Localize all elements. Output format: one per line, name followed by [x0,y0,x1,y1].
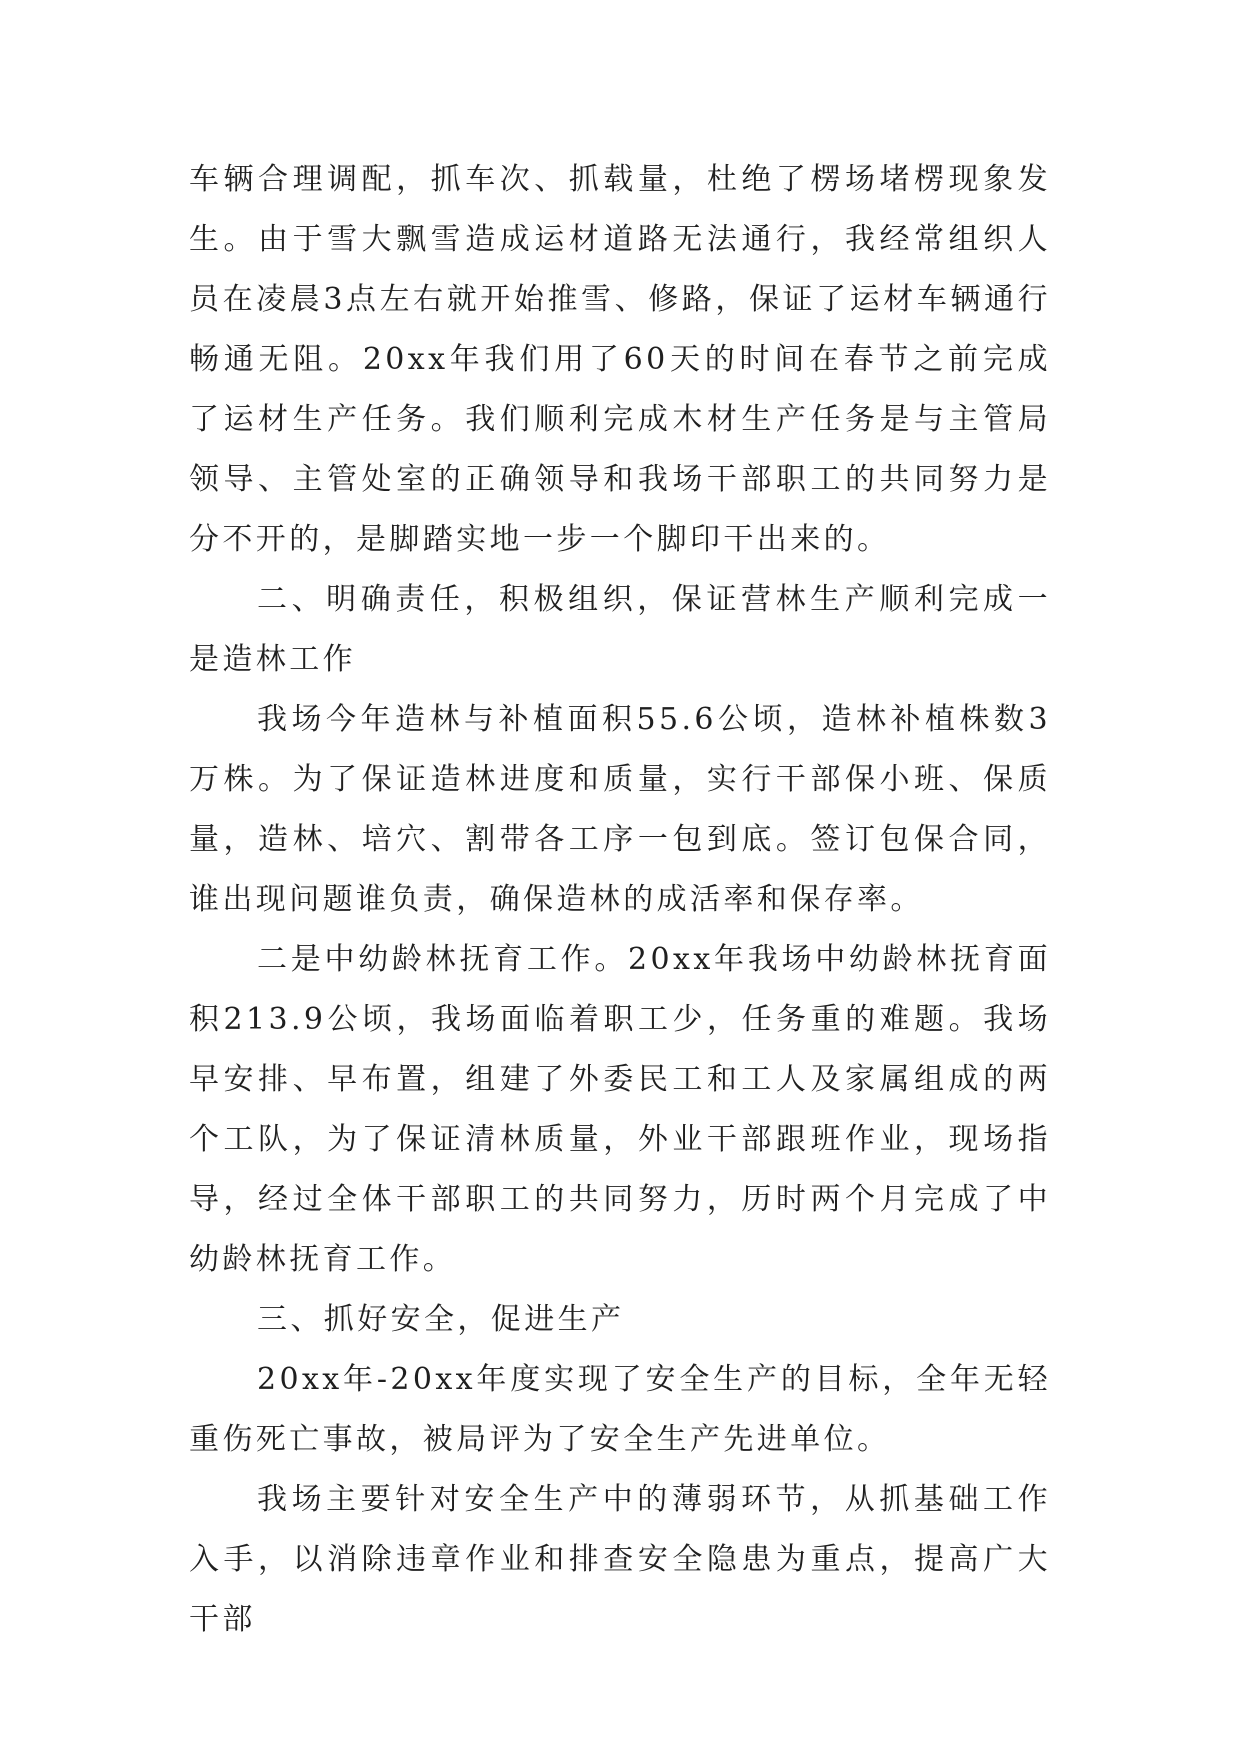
paragraph-continued-transport: 车辆合理调配，抓车次、抓载量，杜绝了楞场堵楞现象发生。由于雪大飘雪造成运材道路无法通行，我经常组织人员在凌晨3点左右就开始推雪、修路，保证了运材车辆通行畅通无阻。20xx年我们用了60天的时间在春节之前完成了运材生产任务。我们顺利完成木材生产任务是与主管局领导、主管处室的正确领导和我场干部职工的共同努力是分不开的，是脚踏实地一步一个脚印干出来的。 [189,162,1051,557]
paragraph-tending: 二是中幼龄林抚育工作。20xx年我场中幼龄林抚育面积213.9公顷，我场面临着职工少，任务重的难题。我场早安排、早布置，组建了外委民工和工人及家属组成的两个工队，为了保证清林质量，外业干部跟班作业，现场指导，经过全体干部职工的共同努力，历时两个月完成了中幼龄林抚育工作。 [189,942,1051,1277]
section-heading-afforestation: 二、明确责任，积极组织，保证营林生产顺利完成一是造林工作 [189,582,1051,677]
paragraph-safety-result: 20xx年-20xx年度实现了安全生产的目标，全年无轻重伤死亡事故，被局评为了安全生产先进单位。 [189,1362,1051,1457]
body-text [189,150,1051,1650]
section-heading-safety: 三、抓好安全，促进生产 [257,1302,625,1337]
paragraph-safety-measures: 我场主要针对安全生产中的薄弱环节，从抓基础工作入手，以消除违章作业和排查安全隐患为重点，提高广大干部 [189,1482,1051,1637]
paragraph-afforestation: 我场今年造林与补植面积55.6公顷，造林补植株数3万株。为了保证造林进度和质量，实行干部保小班、保质量，造林、培穴、割带各工序一包到底。签订包保合同，谁出现问题谁负责，确保造林的成活率和保存率。 [189,702,1051,917]
